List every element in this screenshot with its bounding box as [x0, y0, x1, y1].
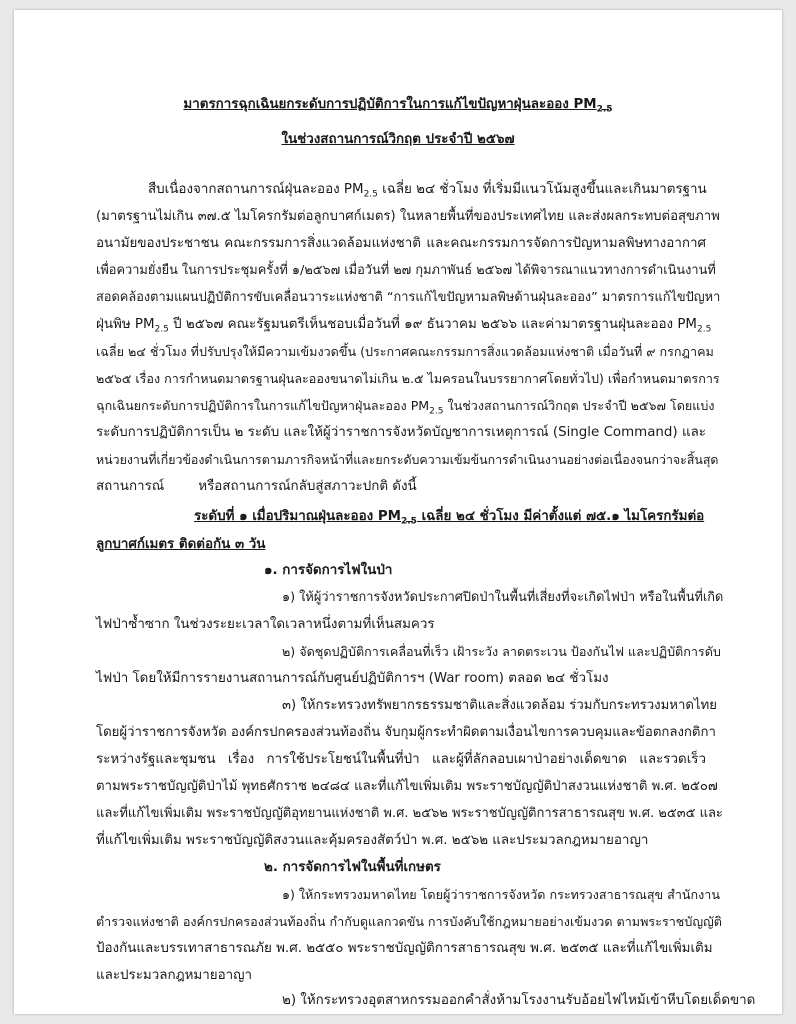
intro-line-1: สืบเนื่องจากสถานการณ์ฝุ่นละออง $PM_{2.5}$ เฉลี่ย ๒๔ ชั่วโมง ที่เริ่มมีแนวโน้มสูงขึ้นและเกินมาตรฐาน — [148, 182, 707, 200]
title-line-1: มาตรการฉุกเฉินยกระดับการปฏิบัติการในการแก้ไขปัญหาฝุ่นละออง $PM_{2.5}$ — [183, 97, 613, 115]
section-1-item-3-line-1: ๓) ให้กระทรวงทรัพยากรธรรมชาติและสิ่งแวดล้อม ร่วมกับกระทรวงมหาดไทย — [282, 698, 717, 713]
section-2-item-1-line-1: ๑) ให้กระทรวงมหาดไทย โดยผู้ว่าราชการจังหวัด กระทรวงสาธารณสุข สำนักงาน — [282, 887, 720, 902]
intro-line-8: ๒๕๖๕ เรื่อง การกำหนดมาตรฐานฝุ่นละอองขนาดไม่เกิน ๒.๕ ไมครอนในบรรยากาศโดยทั่วไป) เพื่อกำหนดมาตรการ — [96, 371, 720, 386]
intro-line-5: สอดคล้องตามแผนปฏิบัติการขับเคลื่อนวาระแห่งชาติ “การแก้ไขปัญหามลพิษด้านฝุ่นละออง” มาตรการแก้ไขปัญหา — [96, 290, 721, 305]
intro-line-9: ฉุกเฉินยกระดับการปฏิบัติการในการแก้ไขปัญหาฝุ่นละออง $PM_{2.5}$ ในช่วงสถานการณ์วิกฤต ประจำปี ๒๕๖๗ โดยแบ่ง — [96, 398, 715, 417]
intro-line-3: อนามัยของประชาชน คณะกรรมการสิ่งแวดล้อมแห่งชาติ และคณะกรรมการจัดการปัญหามลพิษทางอากาศ — [96, 236, 706, 251]
intro-line-6: ฝุ่นพิษ $PM_{2.5}$ ปี ๒๕๖๗ คณะรัฐมนตรีเห็นชอบเมื่อวันที่ ๑๙ ธันวาคม ๒๕๖๖ และค่ามาตรฐานฝุ่นละออง $PM_{2.5}$ — [96, 317, 712, 335]
intro-line-7: เฉลี่ย ๒๔ ชั่วโมง ที่ปรับปรุงให้มีความเข้มงวดขึ้น (ประกาศคณะกรรมการสิ่งแวดล้อมแห่งชาติ เมื่อวันที่ ๙ กรกฎาคม — [96, 344, 714, 359]
section-2-heading: ๒. การจัดการไฟในพื้นที่เกษตร — [264, 860, 441, 875]
section-1-item-3-line-2: โดยผู้ว่าราชการจังหวัด องค์กรปกครองส่วนท้องถิ่น จับกุมผู้กระทำผิดตามเงื่อนไขการควบคุมและข้อตกลงกติกา — [96, 725, 716, 740]
section-2-item-2-line-1: ๒) ให้กระทรวงอุตสาหกรรมออกคำสั่งห้ามโรงงานรับอ้อยไฟไหม้เข้าหีบโดยเด็ดขาด — [282, 993, 756, 1008]
level-1-heading-line-2: ลูกบาศก์เมตร ติดต่อกัน ๓ วัน — [96, 537, 266, 552]
section-1-item-3-line-6: ที่แก้ไขเพิ่มเติม พระราชบัญญัติสงวนและคุ้มครองสัตว์ป่า พ.ศ. ๒๕๖๒ และประมวลกฎหมายอาญา — [96, 833, 649, 848]
section-2-item-1-line-2: ตำรวจแห่งชาติ องค์กรปกครองส่วนท้องถิ่น กำกับดูแลกวดขัน การบังคับใช้กฎหมายอย่างเข้มงวด ตามพระราชบัญญัติ — [96, 914, 722, 929]
intro-line-12: สถานการณ์ หรือสถานการณ์กลับสู่สภาวะปกติ ดังนี้ — [96, 479, 417, 494]
section-2-item-1-line-3: ป้องกันและบรรเทาสาธารณภัย พ.ศ. ๒๕๕๐ พระราชบัญญัติการสาธารณสุข พ.ศ. ๒๕๓๕ และที่แก้ไขเพิ่มเติม — [96, 941, 713, 956]
intro-line-4: เพื่อความยั่งยืน ในการประชุมครั้งที่ ๑/๒๕๖๗ เมื่อวันที่ ๒๗ กุมภาพันธ์ ๒๕๖๗ ได้พิจารณาแนวทางการดำเนินงานที่ — [96, 263, 716, 278]
section-1-item-2-line-1: ๒) จัดชุดปฏิบัติการเคลื่อนที่เร็ว เฝ้าระวัง ลาดตระเวน ป้องกันไฟ และปฏิบัติการดับ — [282, 644, 721, 659]
section-1-item-1-line-2: ไฟป่าซ้ำซาก ในช่วงระยะเวลาใดเวลาหนึ่งตามที่เห็นสมควร — [96, 617, 435, 632]
section-1-item-2-line-2: ไฟป่า โดยให้มีการรายงานสถานการณ์กับศูนย์ปฏิบัติการฯ (War room) ตลอด ๒๔ ชั่วโมง — [96, 671, 609, 686]
section-2-item-1-line-4: และประมวลกฎหมายอาญา — [96, 968, 253, 983]
level-1-heading-line-1: ระดับที่ ๑ เมื่อปริมาณฝุ่นละออง $PM_{2.5}$ เฉลี่ย ๒๔ ชั่วโมง มีค่าตั้งแต่ ๗๕.๑ ไมโครกรัมต่อ — [194, 509, 705, 527]
section-1-item-1-line-1: ๑) ให้ผู้ว่าราชการจังหวัดประกาศปิดป่าในพื้นที่เสี่ยงที่จะเกิดไฟป่า หรือในพื้นที่เกิด — [282, 590, 724, 605]
intro-line-2: (มาตรฐานไม่เกิน ๓๗.๕ ไมโครกรัมต่อลูกบาศก์เมตร) ในหลายพื้นที่ของประเทศไทย และส่งผลกระทบต่อสุขภาพ — [96, 209, 720, 224]
intro-line-10: ระดับการปฏิบัติการเป็น ๒ ระดับ และให้ผู้ว่าราชการจังหวัดบัญชาการเหตุการณ์ (Single Command) และ — [96, 425, 706, 440]
intro-line-11: หน่วยงานที่เกี่ยวข้องดำเนินการตามภารกิจหน้าที่และยกระดับความเข้มข้นการดำเนินงานอย่างต่อเนื่องจนกว่าจะสิ้นสุด — [96, 452, 719, 467]
section-1-heading: ๑. การจัดการไฟในป่า — [264, 563, 393, 578]
section-1-item-3-line-5: และที่แก้ไขเพิ่มเติม พระราชบัญญัติอุทยานแห่งชาติ พ.ศ. ๒๕๖๒ พระราชบัญญัติการสาธารณสุข พ.ศ. ๒๕๓๕ และ — [96, 806, 723, 821]
section-1-item-3-line-3: ระหว่างรัฐและชุมชน เรื่อง การใช้ประโยชน์ในพื้นที่ป่า และผู้ที่ลักลอบเผาป่าอย่างเด็ดขาด และรวดเร็ว — [96, 752, 706, 767]
section-1-item-3-line-4: ตามพระราชบัญญัติป่าไม้ พุทธศักราช ๒๔๘๔ และที่แก้ไขเพิ่มเติม พระราชบัญญัติป่าสงวนแห่งชาติ พ.ศ. ๒๕๐๗ — [96, 779, 718, 794]
title-line-2: ในช่วงสถานการณ์วิกฤต ประจำปี ๒๕๖๗ — [281, 132, 515, 147]
document-page — [14, 10, 782, 1014]
